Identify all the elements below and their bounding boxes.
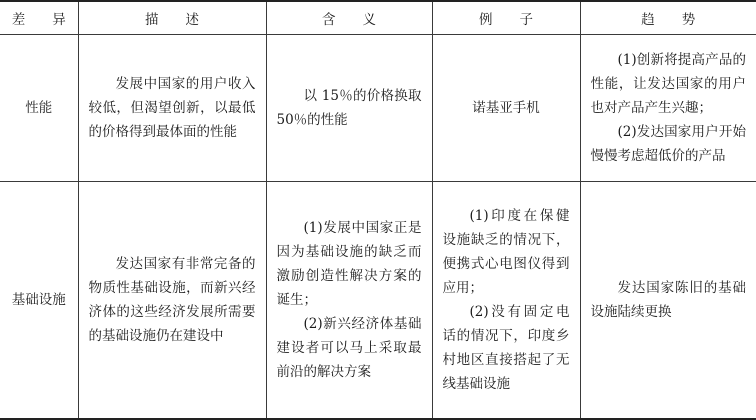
header-row [0,1,756,35]
description-cell [78,35,266,182]
trend-cell [580,182,756,420]
example-text: 诺基亚手机 [472,100,540,116]
meaning-cell [266,35,432,182]
table-row [0,35,756,182]
header-cell-description: 描 述 [78,1,266,35]
table-row [0,182,756,420]
example-cell [432,182,580,420]
header-cell-difference: 差 异 [0,1,78,35]
meaning-text: (2)新兴经济体基础建设者可以马上采取最前沿的解决方案 [276,316,422,380]
example-text: (1)印度在保健设施缺乏的情况下，便携式心电图仪得到应用； [442,208,570,296]
header-cell-trend: 趋 势 [580,1,756,35]
meaning-cell [266,182,432,420]
trend-text: (1)创新将提高产品的性能，让发达国家的用户也对产品产生兴趣； [590,52,746,116]
example-text: (2)没有固定电话的情况下，印度乡村地区直接搭起了无线基础设施 [442,304,570,392]
description-text: 发达国家有非常完备的物质性基础设施，而新兴经济体的这些经济发展所需要的基础设施仍在建设中 [88,256,256,344]
meaning-text: (1)发展中国家正是因为基础设施的缺乏而激励创造性解决方案的诞生； [276,220,422,308]
description-cell [78,182,266,420]
trend-text: 发达国家陈旧的基础设施陆续更换 [590,280,746,320]
header-cell-example: 例 子 [432,1,580,35]
trend-text: (2)发达国家用户开始慢慢考虑超低价的产品 [590,124,746,164]
header-cell-meaning: 含 义 [266,1,432,35]
row-label: 基础设施 [0,182,78,420]
meaning-text: 以 15％的价格换取50％的性能 [276,88,422,128]
description-text: 发展中国家的用户收入较低，但渴望创新，以最低的价格得到最体面的性能 [88,76,256,140]
trend-cell [580,35,756,182]
example-cell [432,35,580,182]
row-label: 性能 [0,35,78,182]
